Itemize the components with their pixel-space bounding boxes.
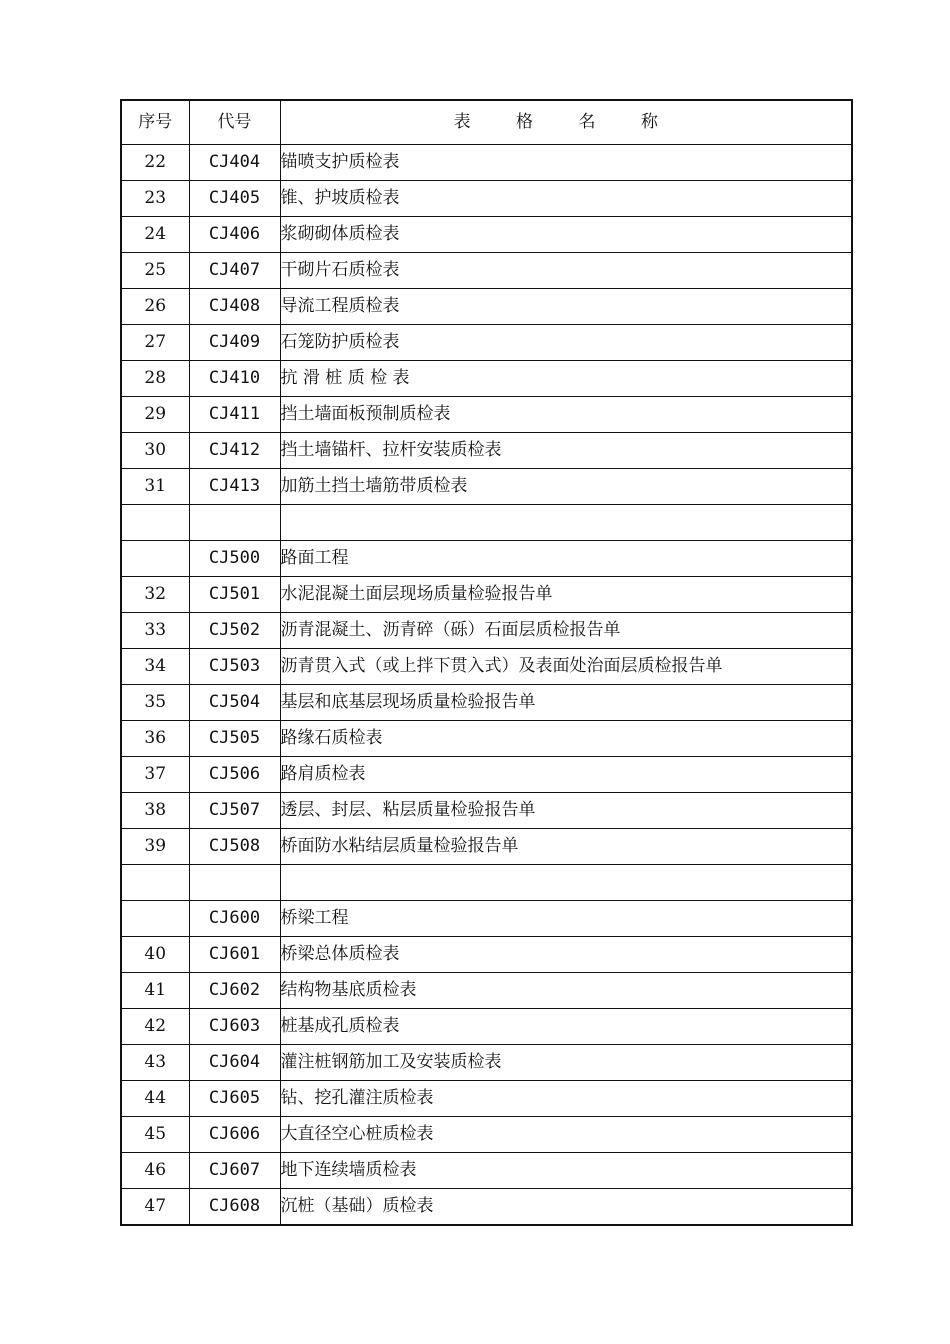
- header-seq: 序号: [121, 100, 189, 145]
- table-row: [121, 577, 852, 613]
- row-code-cell: CJ607: [189, 1153, 280, 1189]
- row-seq-cell: 32: [121, 577, 189, 613]
- row-code-cell: CJ412: [189, 433, 280, 469]
- row-name-cell: 路缘石质检表: [280, 721, 852, 757]
- table-row: [121, 973, 852, 1009]
- row-name-cell: 路肩质检表: [280, 757, 852, 793]
- row-name-cell: 挡土墙面板预制质检表: [280, 397, 852, 433]
- table-row: [121, 1009, 852, 1045]
- row-code-cell: CJ605: [189, 1081, 280, 1117]
- table-row: [121, 541, 852, 577]
- row-name-cell: [280, 865, 852, 901]
- row-seq-cell: 42: [121, 1009, 189, 1045]
- row-code-cell: CJ407: [189, 253, 280, 289]
- row-code-cell: CJ503: [189, 649, 280, 685]
- row-name-cell: 桥梁工程: [280, 901, 852, 937]
- row-seq-cell: 35: [121, 685, 189, 721]
- row-seq-cell: 44: [121, 1081, 189, 1117]
- row-code-cell: CJ508: [189, 829, 280, 865]
- row-name-cell: 干砌片石质检表: [280, 253, 852, 289]
- row-seq-cell: [121, 901, 189, 937]
- row-name-cell: 桥面防水粘结层质量检验报告单: [280, 829, 852, 865]
- row-seq-cell: 22: [121, 145, 189, 181]
- row-name-cell: 沥青混凝土、沥青碎（砾）石面层质检报告单: [280, 613, 852, 649]
- table-row: [121, 829, 852, 865]
- row-seq-cell: 43: [121, 1045, 189, 1081]
- row-seq-cell: 26: [121, 289, 189, 325]
- table-row: [121, 1117, 852, 1153]
- row-name-cell: 结构物基底质检表: [280, 973, 852, 1009]
- table-row: [121, 433, 852, 469]
- row-name-cell: 挡土墙锚杆、拉杆安装质检表: [280, 433, 852, 469]
- row-name-cell: 大直径空心桩质检表: [280, 1117, 852, 1153]
- row-name-cell: 抗 滑 桩 质 检 表: [280, 361, 852, 397]
- row-seq-cell: 31: [121, 469, 189, 505]
- row-seq-cell: 24: [121, 217, 189, 253]
- row-name-cell: 桥梁总体质检表: [280, 937, 852, 973]
- table-row: [121, 721, 852, 757]
- row-name-cell: 水泥混凝土面层现场质量检验报告单: [280, 577, 852, 613]
- row-code-cell: CJ500: [189, 541, 280, 577]
- table-row: [121, 1045, 852, 1081]
- row-code-cell: CJ604: [189, 1045, 280, 1081]
- table-row: [121, 361, 852, 397]
- row-name-cell: 锚喷支护质检表: [280, 145, 852, 181]
- row-seq-cell: 41: [121, 973, 189, 1009]
- row-code-cell: [189, 865, 280, 901]
- row-code-cell: CJ501: [189, 577, 280, 613]
- table-row: [121, 325, 852, 361]
- table-row: [121, 1153, 852, 1189]
- table-body: [121, 145, 852, 1226]
- header-form-name: 表 格 名 称: [280, 100, 852, 145]
- table-row: [121, 397, 852, 433]
- table-row: [121, 289, 852, 325]
- row-name-cell: 钻、挖孔灌注质检表: [280, 1081, 852, 1117]
- table-row: [121, 1081, 852, 1117]
- row-seq-cell: 34: [121, 649, 189, 685]
- row-name-cell: 加筋土挡土墙筋带质检表: [280, 469, 852, 505]
- row-code-cell: CJ408: [189, 289, 280, 325]
- row-code-cell: CJ406: [189, 217, 280, 253]
- table-row: [121, 217, 852, 253]
- table-row: [121, 505, 852, 541]
- row-seq-cell: [121, 505, 189, 541]
- table-header-row: [121, 100, 852, 145]
- row-name-cell: 基层和底基层现场质量检验报告单: [280, 685, 852, 721]
- row-seq-cell: 40: [121, 937, 189, 973]
- table-row: [121, 865, 852, 901]
- row-seq-cell: 39: [121, 829, 189, 865]
- table-row: [121, 793, 852, 829]
- row-seq-cell: 46: [121, 1153, 189, 1189]
- table-row: [121, 613, 852, 649]
- table-row: [121, 649, 852, 685]
- row-code-cell: [189, 505, 280, 541]
- table-row: [121, 181, 852, 217]
- row-code-cell: CJ404: [189, 145, 280, 181]
- row-name-cell: 地下连续墙质检表: [280, 1153, 852, 1189]
- row-name-cell: 石笼防护质检表: [280, 325, 852, 361]
- table-row: [121, 253, 852, 289]
- table-row: [121, 901, 852, 937]
- row-code-cell: CJ506: [189, 757, 280, 793]
- row-seq-cell: 45: [121, 1117, 189, 1153]
- table-row: [121, 469, 852, 505]
- row-seq-cell: 33: [121, 613, 189, 649]
- table-row: [121, 937, 852, 973]
- row-name-cell: 透层、封层、粘层质量检验报告单: [280, 793, 852, 829]
- row-code-cell: CJ405: [189, 181, 280, 217]
- row-seq-cell: 23: [121, 181, 189, 217]
- row-name-cell: 灌注桩钢筋加工及安装质检表: [280, 1045, 852, 1081]
- row-seq-cell: 38: [121, 793, 189, 829]
- row-seq-cell: [121, 865, 189, 901]
- row-name-cell: 导流工程质检表: [280, 289, 852, 325]
- row-code-cell: CJ413: [189, 469, 280, 505]
- table-row: [121, 685, 852, 721]
- row-name-cell: 沥青贯入式（或上拌下贯入式）及表面处治面层质检报告单: [280, 649, 852, 685]
- row-code-cell: CJ410: [189, 361, 280, 397]
- row-code-cell: CJ603: [189, 1009, 280, 1045]
- row-seq-cell: 25: [121, 253, 189, 289]
- row-code-cell: CJ505: [189, 721, 280, 757]
- row-name-cell: 桩基成孔质检表: [280, 1009, 852, 1045]
- row-seq-cell: 36: [121, 721, 189, 757]
- row-name-cell: 锥、护坡质检表: [280, 181, 852, 217]
- row-seq-cell: [121, 541, 189, 577]
- row-code-cell: CJ601: [189, 937, 280, 973]
- row-seq-cell: 47: [121, 1189, 189, 1226]
- table-row: [121, 145, 852, 181]
- row-name-cell: 浆砌砌体质检表: [280, 217, 852, 253]
- row-seq-cell: 30: [121, 433, 189, 469]
- row-seq-cell: 28: [121, 361, 189, 397]
- row-code-cell: CJ507: [189, 793, 280, 829]
- form-index-page: [120, 99, 851, 1226]
- row-code-cell: CJ409: [189, 325, 280, 361]
- row-name-cell: 路面工程: [280, 541, 852, 577]
- row-code-cell: CJ504: [189, 685, 280, 721]
- row-code-cell: CJ411: [189, 397, 280, 433]
- row-seq-cell: 27: [121, 325, 189, 361]
- row-name-cell: 沉桩（基础）质检表: [280, 1189, 852, 1226]
- header-code: 代号: [189, 100, 280, 145]
- row-code-cell: CJ502: [189, 613, 280, 649]
- table-row: [121, 1189, 852, 1226]
- row-code-cell: CJ600: [189, 901, 280, 937]
- row-code-cell: CJ602: [189, 973, 280, 1009]
- row-seq-cell: 29: [121, 397, 189, 433]
- row-code-cell: CJ608: [189, 1189, 280, 1226]
- row-seq-cell: 37: [121, 757, 189, 793]
- row-name-cell: [280, 505, 852, 541]
- form-index-table: [120, 99, 853, 1226]
- row-code-cell: CJ606: [189, 1117, 280, 1153]
- table-row: [121, 757, 852, 793]
